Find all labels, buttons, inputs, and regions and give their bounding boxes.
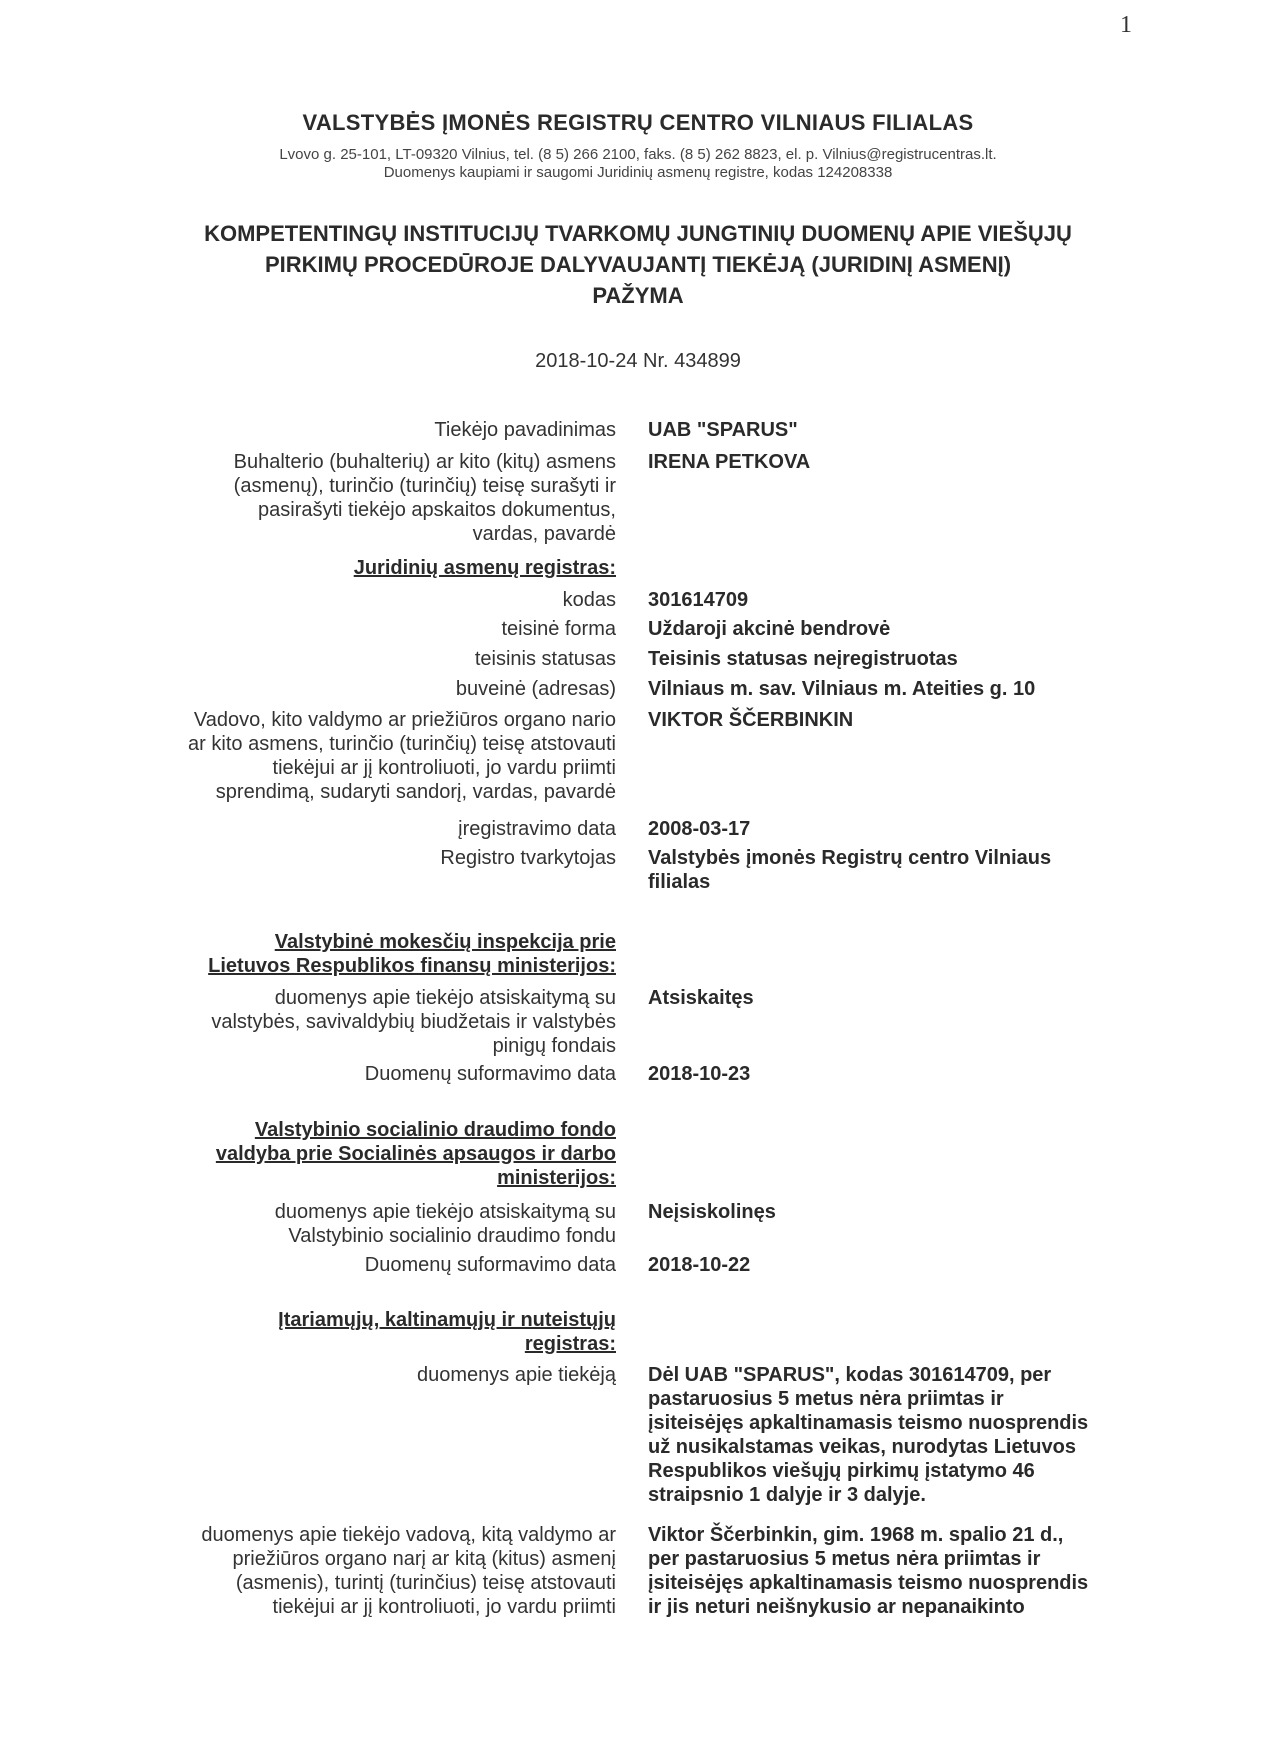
tax-inspectorate-heading: Valstybinė mokesčių inspekcija prie Lietuvos Respublikos finansų ministerijos: bbox=[208, 931, 616, 977]
manager-value: VIKTOR ŠČERBINKIN bbox=[648, 709, 854, 731]
accountant-label: Buhalterio (buhalterių) ar kito (kitų) asmens (asmenų), turinčio (turinčių) teisę surašyti ir pasirašyti tiekėjo apskaitos dokumentus, vardas, pavardė bbox=[233, 451, 616, 545]
registry-keeper-value: Valstybės įmonės Registrų centro Vilniaus filialas bbox=[648, 847, 1052, 893]
registration-date-value: 2008-03-17 bbox=[648, 818, 751, 840]
tax-date-value: 2018-10-23 bbox=[648, 1063, 751, 1085]
criminal-supplier-label: duomenys apie tiekėją bbox=[416, 1364, 616, 1386]
social-insurance-heading: Valstybinio socialinio draudimo fondo valdyba prie Socialinės apsaugos ir darbo ministerijos: bbox=[215, 1119, 616, 1189]
code-label: kodas bbox=[562, 589, 616, 611]
legal-form-label: teisinė forma bbox=[501, 618, 616, 640]
supplier-name-label: Tiekėjo pavadinimas bbox=[434, 419, 616, 441]
social-date-value: 2018-10-22 bbox=[648, 1254, 751, 1276]
registry-keeper-label: Registro tvarkytojas bbox=[440, 847, 616, 869]
criminal-manager-value: Viktor Ščerbinkin, gim. 1968 m. spalio 21 d., per pastaruosius 5 metus nėra priimtas ir įsiteisėjęs apkaltinamasis teismo nuosprendis ir jis neturi neišnykusio ar nepanaikinto bbox=[648, 1524, 1089, 1618]
document-date-number: 2018-10-24 Nr. 434899 bbox=[535, 350, 741, 372]
org-registry-note: Duomenys kaupiami ir saugomi Juridinių asmenų registre, kodas 124208338 bbox=[383, 164, 893, 181]
criminal-supplier-value: Dėl UAB "SPARUS", kodas 301614709, per pastaruosius 5 metus nėra priimtas ir įsiteisėjęs apkaltinamasis teismo nuosprendis už nusikalstamas veikas, nurodytas Lietuvos Respublikos viešųjų pirkimų įstatymo 46 straipsnio 1 dalyje ir 3 dalyje. bbox=[648, 1364, 1089, 1506]
social-date-label: Duomenų suformavimo data bbox=[364, 1254, 616, 1276]
code-value: 301614709 bbox=[648, 589, 749, 611]
social-settlement-value: Neįsiskolinęs bbox=[648, 1201, 776, 1223]
registration-date-label: įregistravimo data bbox=[458, 818, 616, 840]
tax-settlement-label: duomenys apie tiekėjo atsiskaitymą su valstybės, savivaldybių biudžetais ir valstybės pinigų fondais bbox=[211, 987, 616, 1057]
tax-date-label: Duomenų suformavimo data bbox=[364, 1063, 616, 1085]
social-settlement-label: duomenys apie tiekėjo atsiskaitymą su Valstybinio socialinio draudimo fondu bbox=[274, 1201, 616, 1247]
org-address: Lvovo g. 25-101, LT-09320 Vilnius, tel. (8 5) 266 2100, faks. (8 5) 262 8823, el. p. Vilnius@registrucentras.lt. bbox=[279, 146, 997, 163]
supplier-name-value: UAB "SPARUS" bbox=[648, 419, 798, 441]
page-number: 1 bbox=[1120, 12, 1132, 38]
tax-settlement-value: Atsiskaitęs bbox=[648, 987, 754, 1009]
legal-status-value: Teisinis statusas neįregistruotas bbox=[648, 648, 958, 670]
seat-address-label: buveinė (adresas) bbox=[455, 678, 616, 700]
criminal-manager-label: duomenys apie tiekėjo vadovą, kitą valdymo ar priežiūros organo narį ar kitą (kitus) asmenį (asmenis), turintį (turinčius) teisę atstovauti tiekėjui ar jį kontroliuoti, jo vardu priimti bbox=[201, 1524, 616, 1618]
org-title: VALSTYBĖS ĮMONĖS REGISTRŲ CENTRO VILNIAUS FILIALAS bbox=[302, 110, 974, 135]
document-title: KOMPETENTINGŲ INSTITUCIJŲ TVARKOMŲ JUNGTINIŲ DUOMENŲ APIE VIEŠŲJŲ PIRKIMŲ PROCEDŪROJE DALYVAUJANTĮ TIEKĖJĄ (JURIDINĮ ASMENĮ) PAŽYMA bbox=[204, 221, 1072, 308]
manager-label: Vadovo, kito valdymo ar priežiūros organo nario ar kito asmens, turinčio (turinčių) teisę atstovauti tiekėjui ar jį kontroliuoti, jo vardu priimti sprendimą, sudaryti sandorį, vardas, pavardė bbox=[188, 709, 616, 803]
seat-address-value: Vilniaus m. sav. Vilniaus m. Ateities g. 10 bbox=[648, 678, 1036, 700]
legal-registry-heading: Juridinių asmenų registras: bbox=[353, 557, 616, 579]
legal-status-label: teisinis statusas bbox=[474, 648, 616, 670]
criminal-registry-heading: Įtariamųjų, kaltinamųjų ir nuteistųjų registras: bbox=[278, 1309, 616, 1355]
accountant-value: IRENA PETKOVA bbox=[648, 451, 811, 473]
legal-form-value: Uždaroji akcinė bendrovė bbox=[648, 618, 891, 640]
